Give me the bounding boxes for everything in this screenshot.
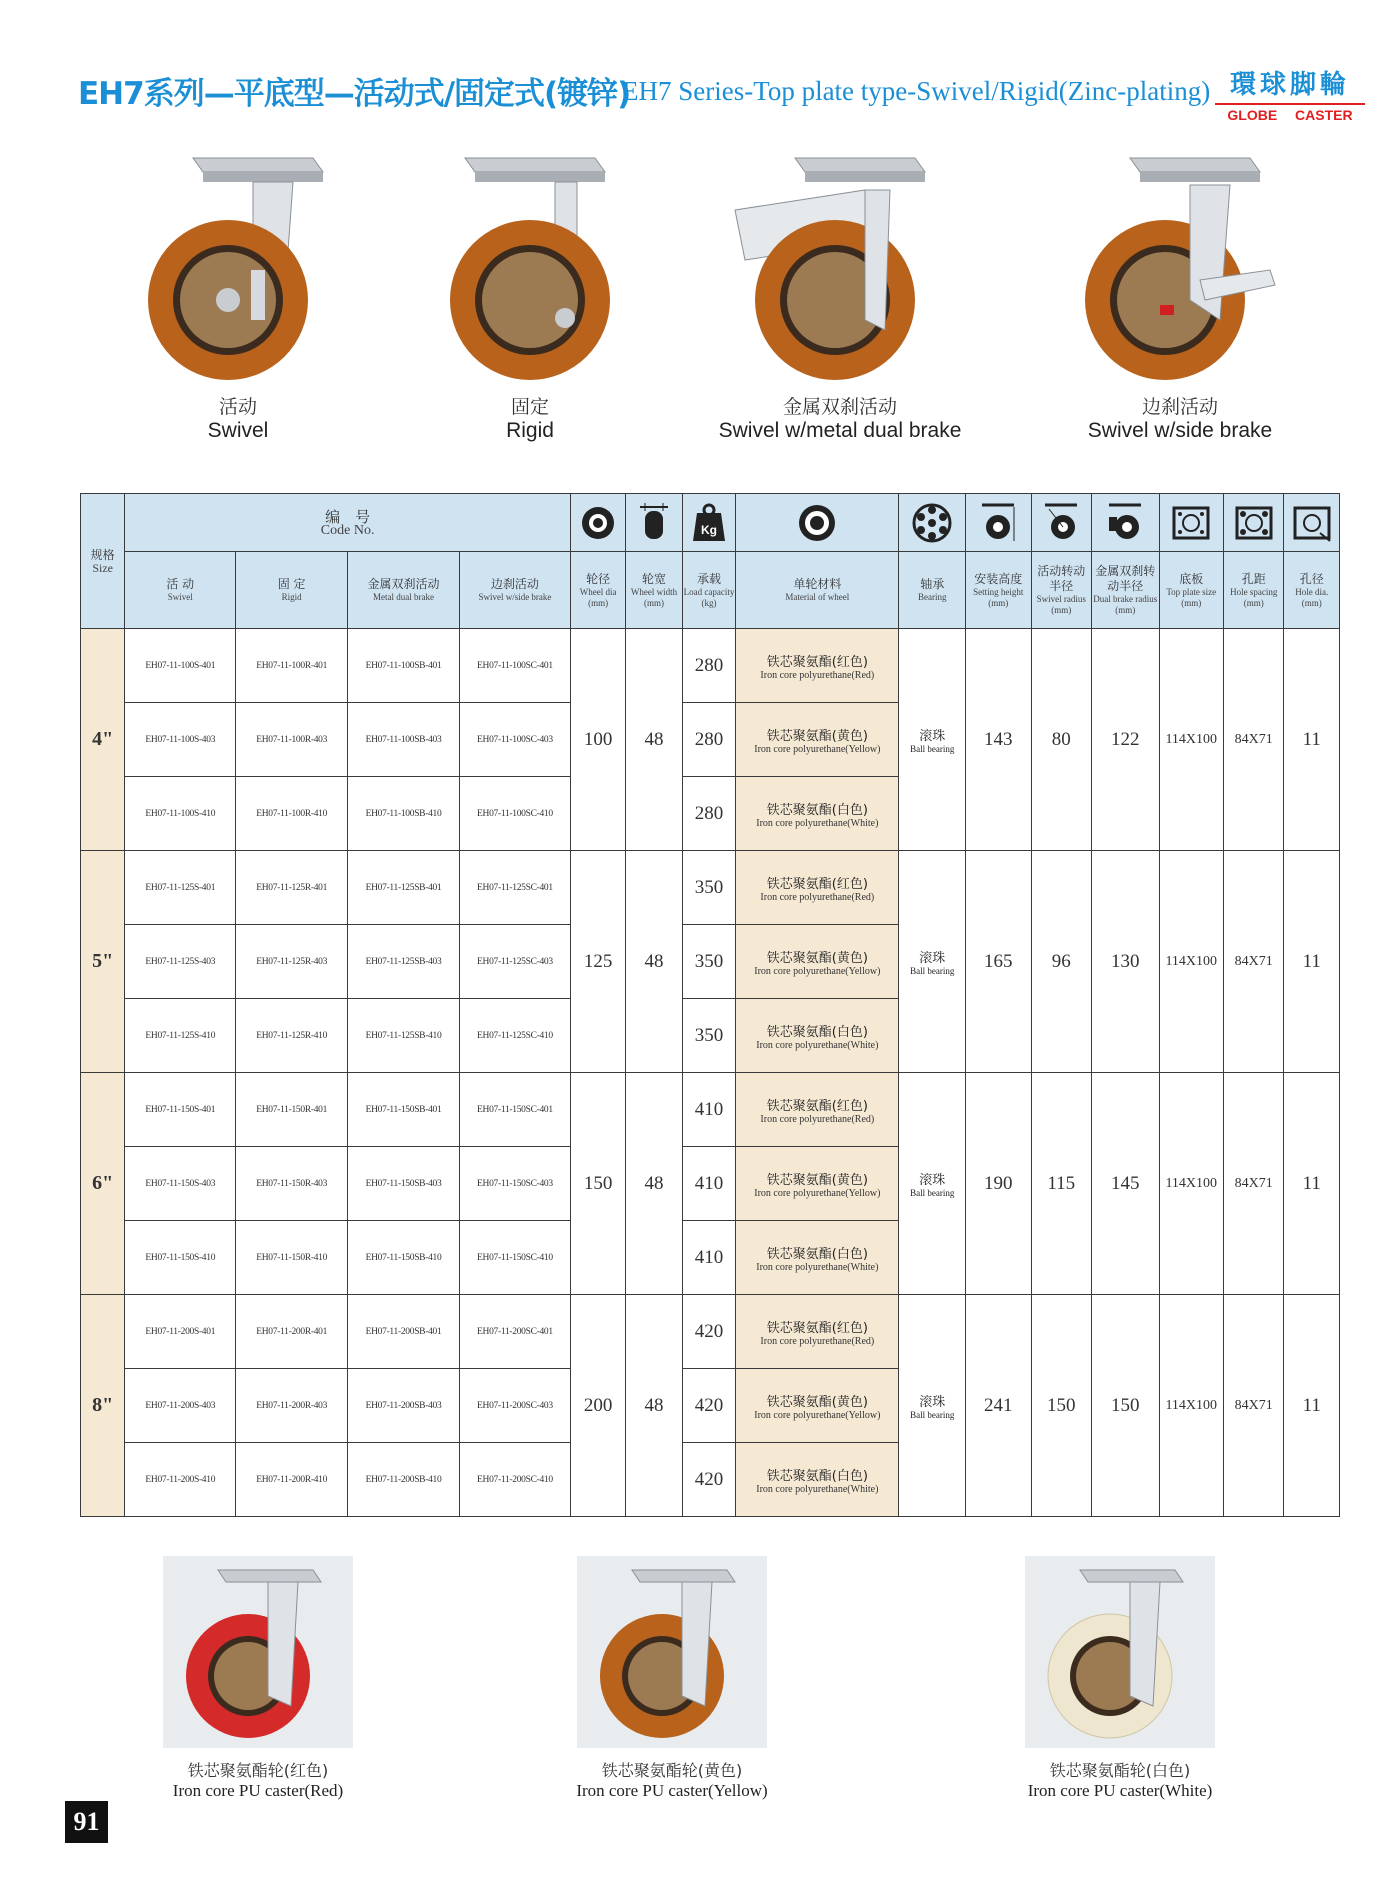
product-swivel: [108, 150, 368, 442]
rigid-code: EH07-11-200R-410: [236, 1443, 348, 1517]
hole-icon-cell: [1284, 494, 1340, 552]
variant-red: [108, 1556, 408, 1801]
side-brake-caster-image: [1070, 150, 1290, 390]
rigid-code: EH07-11-125R-401: [236, 851, 348, 925]
load-value: 350: [682, 999, 735, 1073]
rigid-code: EH07-11-100R-401: [236, 629, 348, 703]
swivel-col-header: 活 动 Swivel: [125, 552, 236, 629]
table-row: [81, 1073, 1340, 1147]
hole-value: 11: [1284, 1073, 1340, 1295]
material-cell: [736, 777, 899, 851]
dual-radius-value: 145: [1091, 1073, 1159, 1295]
bearing-en: Ball bearing: [910, 1188, 955, 1198]
radius-header: 活动转动半径 Swivel radius (mm): [1031, 552, 1091, 629]
side-brake-code: EH07-11-125SC-410: [459, 999, 570, 1073]
material-en: Iron core polyurethane(Yellow): [754, 965, 881, 977]
material-icon-cell: [736, 494, 899, 552]
variant-photo: [1025, 1556, 1215, 1748]
load-value: 410: [682, 1147, 735, 1221]
spacing-value: 84X71: [1224, 629, 1284, 851]
product-label-en: Swivel w/metal dual brake: [718, 419, 962, 442]
spacing-header: 孔距 Hole spacing (mm): [1224, 552, 1284, 629]
swivel-code: EH07-11-100S-410: [125, 777, 236, 851]
material-cell: [736, 1295, 899, 1369]
load-value: 410: [682, 1073, 735, 1147]
height-value: 165: [965, 851, 1031, 1073]
dual-radius-value: 122: [1091, 629, 1159, 851]
product-label-en: Swivel w/side brake: [1087, 419, 1273, 442]
wheel-dia-icon: [580, 505, 616, 541]
product-label-en: Swivel: [207, 419, 269, 442]
rigid-code: EH07-11-200R-401: [236, 1295, 348, 1369]
wheel-dia-header: 轮径 Wheel dia (mm): [570, 552, 625, 629]
swivel-code: EH07-11-100S-403: [125, 703, 236, 777]
rigid-code: EH07-11-200R-403: [236, 1369, 348, 1443]
dual-brake-code: EH07-11-150SB-401: [348, 1073, 460, 1147]
wheel-width-icon-cell: [626, 494, 682, 552]
hole-value: 11: [1284, 851, 1340, 1073]
material-en: Iron core polyurethane(White): [756, 1039, 879, 1051]
bearing-en: Ball bearing: [910, 744, 955, 754]
dual-radius-header: 金属双刹转动半径 Dual brake radius (mm): [1091, 552, 1159, 629]
wheel-width-value: 48: [626, 1295, 682, 1517]
material-cn: 铁芯聚氨酯(白色): [766, 1024, 868, 1040]
radius-icon-cell: [1031, 494, 1091, 552]
material-cell: [736, 999, 899, 1073]
bearing-cell: [899, 851, 966, 1073]
side-brake-code: EH07-11-200SC-403: [459, 1369, 570, 1443]
material-en: Iron core polyurethane(Red): [760, 1113, 875, 1125]
side-brake-col-header: 边刹活动 Swivel w/side brake: [459, 552, 570, 629]
material-cn: 铁芯聚氨酯(红色): [766, 654, 868, 670]
plate-header: 底板 Top plate size (mm): [1159, 552, 1224, 629]
product-label-cn: 金属双刹活动: [782, 396, 897, 418]
dual-brake-code: EH07-11-200SB-403: [348, 1369, 460, 1443]
load-value: 420: [682, 1295, 735, 1369]
product-label-cn: 活动: [218, 396, 257, 418]
height-value: 143: [965, 629, 1031, 851]
side-brake-code: EH07-11-100SC-401: [459, 629, 570, 703]
load-header: 承载 Load capacity (kg): [682, 552, 735, 629]
page-title-cn: EH7系列—平底型—活动式/固定式(镀锌): [78, 76, 631, 112]
dual-brake-code: EH07-11-100SB-410: [348, 777, 460, 851]
bearing-cell: [899, 1073, 966, 1295]
product-label-cn: 固定: [510, 396, 549, 418]
variant-white: [970, 1556, 1270, 1801]
material-en: Iron core polyurethane(White): [756, 1261, 879, 1273]
rigid-code: EH07-11-150R-401: [236, 1073, 348, 1147]
red-caster-image: [163, 1556, 353, 1748]
bearing-cell: [899, 629, 966, 851]
load-value: 350: [682, 851, 735, 925]
load-value: 280: [682, 777, 735, 851]
variant-photo: [163, 1556, 353, 1748]
material-cn: 铁芯聚氨酯(红色): [766, 1098, 868, 1114]
bearing-cn: 滚珠: [919, 1173, 946, 1188]
wheel-width-value: 48: [626, 1073, 682, 1295]
side-brake-code: EH07-11-125SC-401: [459, 851, 570, 925]
swivel-code: EH07-11-150S-410: [125, 1221, 236, 1295]
spacing-value: 84X71: [1224, 1073, 1284, 1295]
spacing-value: 84X71: [1224, 851, 1284, 1073]
material-cn: 铁芯聚氨酯(黄色): [766, 1394, 868, 1410]
material-cell: [736, 925, 899, 999]
dual-radius-icon-cell: [1091, 494, 1159, 552]
material-en: Iron core polyurethane(White): [756, 817, 879, 829]
variant-label-cn: 铁芯聚氨酯轮(黄色): [601, 1761, 743, 1780]
variant-photo: [577, 1556, 767, 1748]
bearing-cn: 滚珠: [919, 729, 946, 744]
material-cn: 铁芯聚氨酯(黄色): [766, 1172, 868, 1188]
height-value: 190: [965, 1073, 1031, 1295]
page-title-en: EH7 Series-Top plate type-Swivel/Rigid(Zinc-plating): [622, 76, 1211, 106]
size-cell: 6": [81, 1073, 125, 1295]
dual-brake-code: EH07-11-100SB-401: [348, 629, 460, 703]
wheel-dia-icon-cell: [570, 494, 625, 552]
swivel-code: EH07-11-200S-410: [125, 1443, 236, 1517]
setting-height-icon: [978, 503, 1018, 543]
material-cell: [736, 1073, 899, 1147]
load-value: 420: [682, 1443, 735, 1517]
variant-label-en: Iron core PU caster(Yellow): [576, 1781, 768, 1800]
size-cell: 5": [81, 851, 125, 1073]
yellow-caster-image: [577, 1556, 767, 1748]
brand-name-en: GLOBE CASTER: [1227, 107, 1353, 123]
radius-value: 80: [1031, 629, 1091, 851]
material-cell: [736, 703, 899, 777]
swivel-code: EH07-11-200S-403: [125, 1369, 236, 1443]
table-row: [81, 629, 1340, 703]
wheel-dia-value: 100: [570, 629, 625, 851]
material-en: Iron core polyurethane(Red): [760, 1335, 875, 1347]
spec-table: [80, 493, 1340, 1517]
bearing-cn: 滚珠: [919, 951, 946, 966]
load-value: 280: [682, 629, 735, 703]
bearing-header: 轴承 Bearing: [899, 552, 966, 629]
dual-brake-code: EH07-11-200SB-401: [348, 1295, 460, 1369]
radius-value: 115: [1031, 1073, 1091, 1295]
size-cell: 8": [81, 1295, 125, 1517]
swivel-caster-image: [133, 150, 343, 390]
hole-value: 11: [1284, 1295, 1340, 1517]
rigid-code: EH07-11-125R-410: [236, 999, 348, 1073]
material-en: Iron core polyurethane(Yellow): [754, 1187, 881, 1199]
height-value: 241: [965, 1295, 1031, 1517]
dual-brake-code: EH07-11-150SB-403: [348, 1147, 460, 1221]
bearing-en: Ball bearing: [910, 966, 955, 976]
side-brake-code: EH07-11-100SC-403: [459, 703, 570, 777]
product-rigid: [400, 150, 660, 442]
size-header: 规格 Size: [81, 494, 125, 629]
product-label-en: Rigid: [506, 419, 554, 442]
material-cell: [736, 851, 899, 925]
bearing-en: Ball bearing: [910, 1410, 955, 1420]
side-brake-code: EH07-11-150SC-410: [459, 1221, 570, 1295]
side-brake-code: EH07-11-100SC-410: [459, 777, 570, 851]
plate-value: 114X100: [1159, 851, 1224, 1073]
load-value: 420: [682, 1369, 735, 1443]
material-cn: 铁芯聚氨酯(黄色): [766, 950, 868, 966]
material-cn: 铁芯聚氨酯(黄色): [766, 728, 868, 744]
material-cn: 铁芯聚氨酯(红色): [766, 876, 868, 892]
swivel-code: EH07-11-125S-401: [125, 851, 236, 925]
bearing-icon-cell: [899, 494, 966, 552]
load-value: 280: [682, 703, 735, 777]
brand-name-cn: 環球脚輪: [1215, 64, 1365, 105]
swivel-code: EH07-11-125S-410: [125, 999, 236, 1073]
variant-yellow: [522, 1556, 822, 1801]
wheel-width-value: 48: [626, 851, 682, 1073]
dual-brake-code: EH07-11-200SB-410: [348, 1443, 460, 1517]
size-cell: 4": [81, 629, 125, 851]
bearing-cell: [899, 1295, 966, 1517]
wheel-dia-value: 125: [570, 851, 625, 1073]
rigid-caster-image: [425, 150, 635, 390]
material-cn: 铁芯聚氨酯(白色): [766, 802, 868, 818]
dual-brake-caster-image: [715, 150, 965, 390]
spacing-icon-cell: [1224, 494, 1284, 552]
white-caster-image: [1025, 1556, 1215, 1748]
material-cn: 铁芯聚氨酯(红色): [766, 1320, 868, 1336]
swivel-code: EH07-11-150S-403: [125, 1147, 236, 1221]
hole-spacing-icon: [1234, 503, 1274, 543]
table-row: [81, 1295, 1340, 1369]
rigid-col-header: 固 定 Rigid: [236, 552, 348, 629]
dual-radius-value: 150: [1091, 1295, 1159, 1517]
material-en: Iron core polyurethane(Red): [760, 669, 875, 681]
material-en: Iron core polyurethane(Yellow): [754, 743, 881, 755]
page-number: 91: [65, 1801, 108, 1843]
bearing-cn: 滚珠: [919, 1395, 946, 1410]
material-cell: [736, 1147, 899, 1221]
hole-dia-icon: [1292, 503, 1332, 543]
material-header: 单轮材料 Material of wheel: [736, 552, 899, 629]
plate-value: 114X100: [1159, 1073, 1224, 1295]
product-side-brake: [1040, 150, 1320, 442]
swivel-code: EH07-11-125S-403: [125, 925, 236, 999]
side-brake-code: EH07-11-125SC-403: [459, 925, 570, 999]
spacing-value: 84X71: [1224, 1295, 1284, 1517]
hole-value: 11: [1284, 629, 1340, 851]
variant-label-en: Iron core PU caster(White): [1027, 1781, 1213, 1800]
swivel-radius-icon: [1041, 503, 1081, 543]
material-cn: 铁芯聚氨酯(白色): [766, 1246, 868, 1262]
wheel-dia-value: 150: [570, 1073, 625, 1295]
dual-brake-code: EH07-11-100SB-403: [348, 703, 460, 777]
variant-label-cn: 铁芯聚氨酯轮(白色): [1049, 1761, 1191, 1780]
side-brake-code: EH07-11-150SC-403: [459, 1147, 570, 1221]
hole-header: 孔径 Hole dia. (mm): [1284, 552, 1340, 629]
side-brake-code: EH07-11-200SC-410: [459, 1443, 570, 1517]
wheel-dia-value: 200: [570, 1295, 625, 1517]
material-en: Iron core polyurethane(Red): [760, 891, 875, 903]
dual-brake-radius-icon: [1105, 503, 1145, 543]
wheel-width-header: 轮宽 Wheel width (mm): [626, 552, 682, 629]
swivel-code: EH07-11-150S-401: [125, 1073, 236, 1147]
swivel-code: EH07-11-100S-401: [125, 629, 236, 703]
spec-table-body: [81, 629, 1340, 1517]
material-cell: [736, 1369, 899, 1443]
rigid-code: EH07-11-100R-403: [236, 703, 348, 777]
side-brake-code: EH07-11-200SC-401: [459, 1295, 570, 1369]
material-en: Iron core polyurethane(White): [756, 1483, 879, 1495]
wheel-width-value: 48: [626, 629, 682, 851]
height-header: 安装高度 Setting height (mm): [965, 552, 1031, 629]
ball-bearing-icon: [912, 503, 952, 543]
dual-brake-col-header: 金属双刹活动 Metal dual brake: [348, 552, 460, 629]
top-plate-icon: [1171, 503, 1211, 543]
brand-logo: [1215, 64, 1365, 123]
material-cell: [736, 1443, 899, 1517]
rigid-code: EH07-11-125R-403: [236, 925, 348, 999]
material-cn: 铁芯聚氨酯(白色): [766, 1468, 868, 1484]
material-en: Iron core polyurethane(Yellow): [754, 1409, 881, 1421]
load-value: 410: [682, 1221, 735, 1295]
radius-value: 96: [1031, 851, 1091, 1073]
svg-text:Kg: Kg: [700, 522, 717, 537]
side-brake-code: EH07-11-150SC-401: [459, 1073, 570, 1147]
wheel-material-icon: [797, 503, 837, 543]
load-value: 350: [682, 925, 735, 999]
dual-brake-code: EH07-11-125SB-401: [348, 851, 460, 925]
dual-brake-code: EH07-11-125SB-403: [348, 925, 460, 999]
dual-brake-code: EH07-11-125SB-410: [348, 999, 460, 1073]
material-cell: [736, 1221, 899, 1295]
rigid-code: EH07-11-150R-410: [236, 1221, 348, 1295]
material-cell: [736, 629, 899, 703]
weight-kg-icon: [691, 503, 727, 543]
swivel-code: EH07-11-200S-401: [125, 1295, 236, 1369]
product-dual-brake: [700, 150, 980, 442]
variant-label-en: Iron core PU caster(Red): [172, 1781, 344, 1800]
rigid-code: EH07-11-150R-403: [236, 1147, 348, 1221]
height-icon-cell: [965, 494, 1031, 552]
radius-value: 150: [1031, 1295, 1091, 1517]
rigid-code: EH07-11-100R-410: [236, 777, 348, 851]
plate-icon-cell: [1159, 494, 1224, 552]
dual-radius-value: 130: [1091, 851, 1159, 1073]
load-icon-cell: [682, 494, 735, 552]
plate-value: 114X100: [1159, 1295, 1224, 1517]
variant-label-cn: 铁芯聚氨酯轮(红色): [187, 1761, 329, 1780]
table-row: [81, 851, 1340, 925]
plate-value: 114X100: [1159, 629, 1224, 851]
code-header: 编 号 Code No.: [125, 494, 571, 552]
wheel-width-icon: [636, 503, 672, 543]
product-label-cn: 边刹活动: [1141, 396, 1218, 418]
dual-brake-code: EH07-11-150SB-410: [348, 1221, 460, 1295]
